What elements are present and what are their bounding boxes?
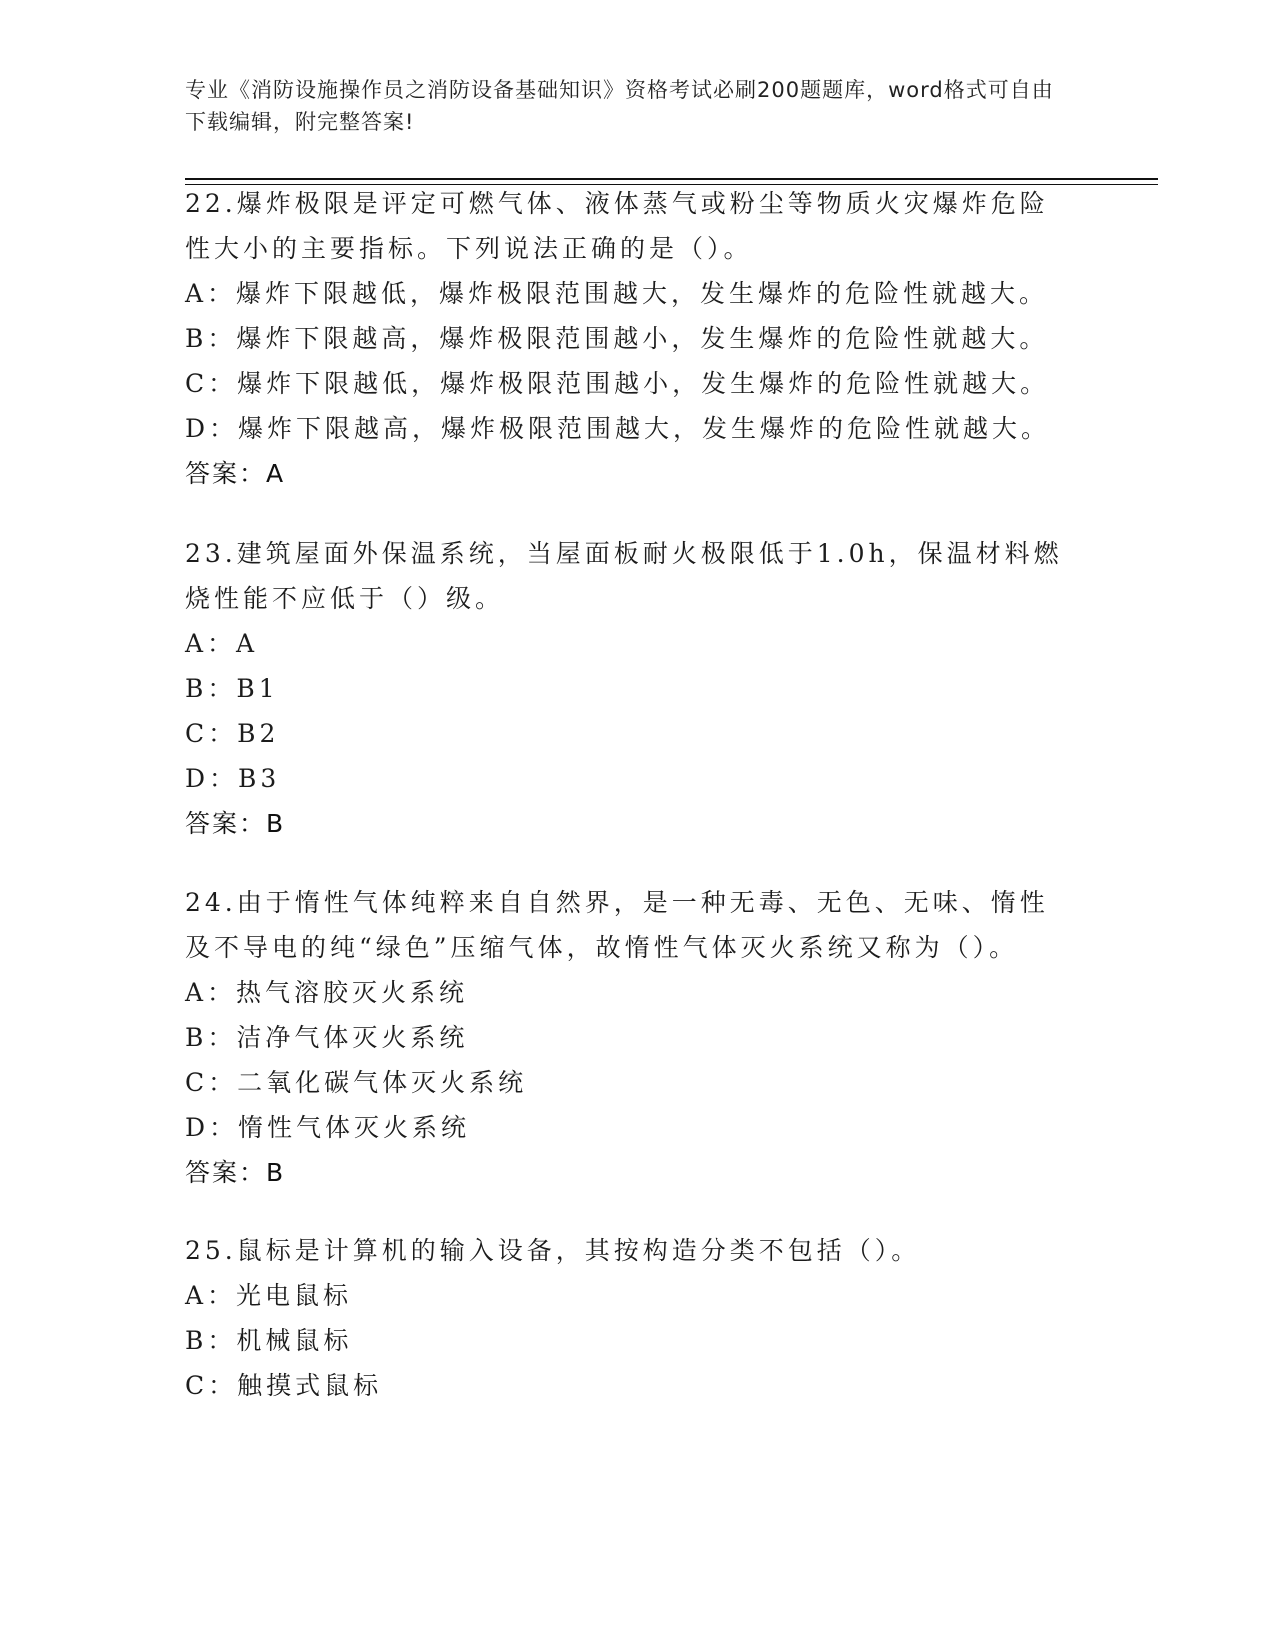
question-22	[185, 181, 1075, 496]
document-header: 专业《消防设施操作员之消防设备基础知识》资格考试必刷200题题库，word格式可自由下载编辑，附完整答案!	[185, 78, 1054, 134]
answer: 答案：A	[185, 459, 286, 488]
option-a: A：A	[185, 629, 259, 658]
option-a: A：热气溶胶灭火系统	[185, 978, 469, 1007]
answer: 答案：B	[185, 809, 286, 838]
option-c: C：B2	[185, 719, 280, 748]
option-c: C：爆炸下限越低，爆炸极限范围越小，发生爆炸的危险性就越大。	[185, 369, 1050, 398]
option-b: B：爆炸下限越高，爆炸极限范围越小，发生爆炸的危险性就越大。	[185, 324, 1049, 353]
option-a: A：爆炸下限越低，爆炸极限范围越大，发生爆炸的危险性就越大。	[185, 279, 1049, 308]
question-23	[185, 531, 1075, 846]
option-c: C：触摸式鼠标	[185, 1371, 383, 1400]
question-25	[185, 1228, 1075, 1408]
option-d: D：惰性气体灭火系统	[185, 1113, 471, 1142]
question-24	[185, 880, 1075, 1195]
option-d: D：爆炸下限越高，爆炸极限范围越大，发生爆炸的危险性就越大。	[185, 414, 1051, 443]
option-a: A：光电鼠标	[185, 1281, 353, 1310]
option-d: D：B3	[185, 764, 281, 793]
question-stem: 22.爆炸极限是评定可燃气体、液体蒸气或粉尘等物质火灾爆炸危险性大小的主要指标。下列说法正确的是（）。	[185, 189, 1049, 263]
option-b: B：洁净气体灭火系统	[185, 1023, 469, 1052]
question-stem: 23.建筑屋面外保温系统，当屋面板耐火极限低于1.0h，保温材料燃烧性能不应低于（）级。	[185, 539, 1063, 613]
option-c: C：二氧化碳气体灭火系统	[185, 1068, 528, 1097]
answer: 答案：B	[185, 1158, 286, 1187]
question-stem: 24.由于惰性气体纯粹来自自然界，是一种无毒、无色、无味、惰性及不导电的纯“绿色”压缩气体，故惰性气体灭火系统又称为（）。	[185, 888, 1049, 962]
option-b: B：机械鼠标	[185, 1326, 353, 1355]
question-stem: 25.鼠标是计算机的输入设备，其按构造分类不包括（）。	[185, 1236, 921, 1265]
header-divider-thick	[185, 178, 1158, 180]
option-b: B：B1	[185, 674, 279, 703]
